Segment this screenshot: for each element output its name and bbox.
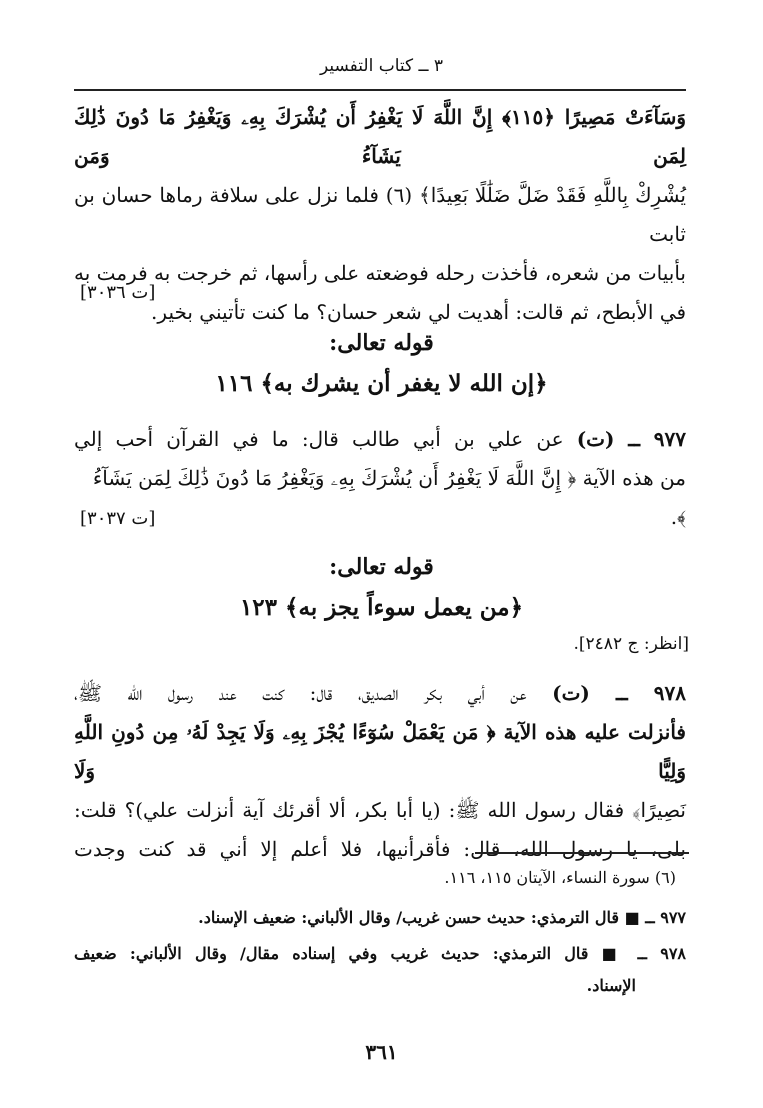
section-heading: قوله تعالى: <box>329 554 434 580</box>
reference-tag: [ت ٣٠٣٦] <box>80 282 156 303</box>
footnote-978: ٩٧٨ ــ ■ قال الترمذي: حديث غريب وفي إسناده مقال/ وقال الألباني: ضعيف <box>74 944 686 963</box>
footnotes <box>74 862 686 1002</box>
hadith-text: عن أبي بكر الصديق، قال: كنت عند رسول الله ﷺ، <box>74 681 527 705</box>
footnote-6: (٦) سورة النساء، الآيتان ١١٥، ١١٦. <box>444 868 676 887</box>
hadith-978 <box>74 674 686 869</box>
footnote-977: ٩٧٧ ــ ■ قال الترمذي: حديث حسن غريب/ وقال الألباني: ضعيف الإسناد. <box>198 908 686 927</box>
footnote-978-continued: الإسناد. <box>586 976 636 995</box>
footnote-divider <box>475 852 689 854</box>
section1-text <box>74 98 686 332</box>
text-line: نَصِيرًا﴾ فقال رسول الله ﷺ: (يا أبا بكر، ألا أقرئك آية أنزلت علي)؟ قلت: <box>74 798 686 822</box>
text-line <box>74 674 686 713</box>
text-line: بلى، يا رسول الله، قال: فأقرأنيها، فلا أعلم إلا أني قد كنت وجدت <box>74 837 686 861</box>
text-line: بأبيات من شعره، فأخذت رحله فوضعته على رأسها، ثم خرجت به فرمت به <box>74 261 686 285</box>
hadith-text: عن علي بن أبي طالب قال: ما في القرآن أحب إلي <box>74 427 564 451</box>
text-line: من هذه الآية ﴿ إِنَّ اللَّهَ لَا يَغْفِرُ أَن يُشْرَكَ بِهِۦ وَيَغْفِرُ مَا دُونَ ذَٰلِكَ لِمَن يَشَآءُ ﴾. <box>92 466 686 529</box>
verse-heading: ﴿من يعمل سوءاً يجز به﴾ ١٢٣ <box>239 594 524 621</box>
text-line: في الأبطح، ثم قالت: أهديت لي شعر حسان؟ ما كنت تأتيني بخير. <box>151 300 686 324</box>
running-header: ٣ ــ كتاب التفسير <box>319 56 444 76</box>
hadith-977 <box>74 420 686 537</box>
hadith-number: ٩٧٧ ــ (ت) <box>576 427 687 451</box>
text-line <box>74 420 686 459</box>
header-divider <box>74 89 686 91</box>
text-line: يُشْرِكْ بِاللَّهِ فَقَدْ ضَلَّ ضَلَٰلًا بَعِيدًا﴾ (٦) فلما نزل على سلافة رماها حسان بن ثابت <box>74 183 687 246</box>
section-heading: قوله تعالى: <box>329 330 434 356</box>
cross-reference: [انظر: ج ٢٤٨٢]. <box>573 634 689 654</box>
text-line: وَسَآءَتْ مَصِيرًا ﴿١١٥﴾ إِنَّ اللَّهَ لَا يَغْفِرُ أَن يُشْرَكَ بِهِۦ وَيَغْفِرُ مَا دُونَ ذَٰلِكَ لِمَن يَشَآءُ وَمَن <box>74 105 686 168</box>
hadith-number: ٩٧٨ ــ (ت) <box>552 681 687 705</box>
text-line: فأنزلت عليه هذه الآية ﴿ مَن يَعْمَلْ سُوٓءًا يُجْزَ بِهِۦ وَلَا يَجِدْ لَهُۥ مِن دُونِ اللَّهِ وَلِيًّا وَلَا <box>74 720 686 783</box>
page-number: ٣٦١ <box>365 1040 398 1064</box>
verse-heading: ﴿إن الله لا يغفر أن يشرك به﴾ ١١٦ <box>215 370 548 397</box>
reference-tag: [ت ٣٠٣٧] <box>80 508 156 529</box>
